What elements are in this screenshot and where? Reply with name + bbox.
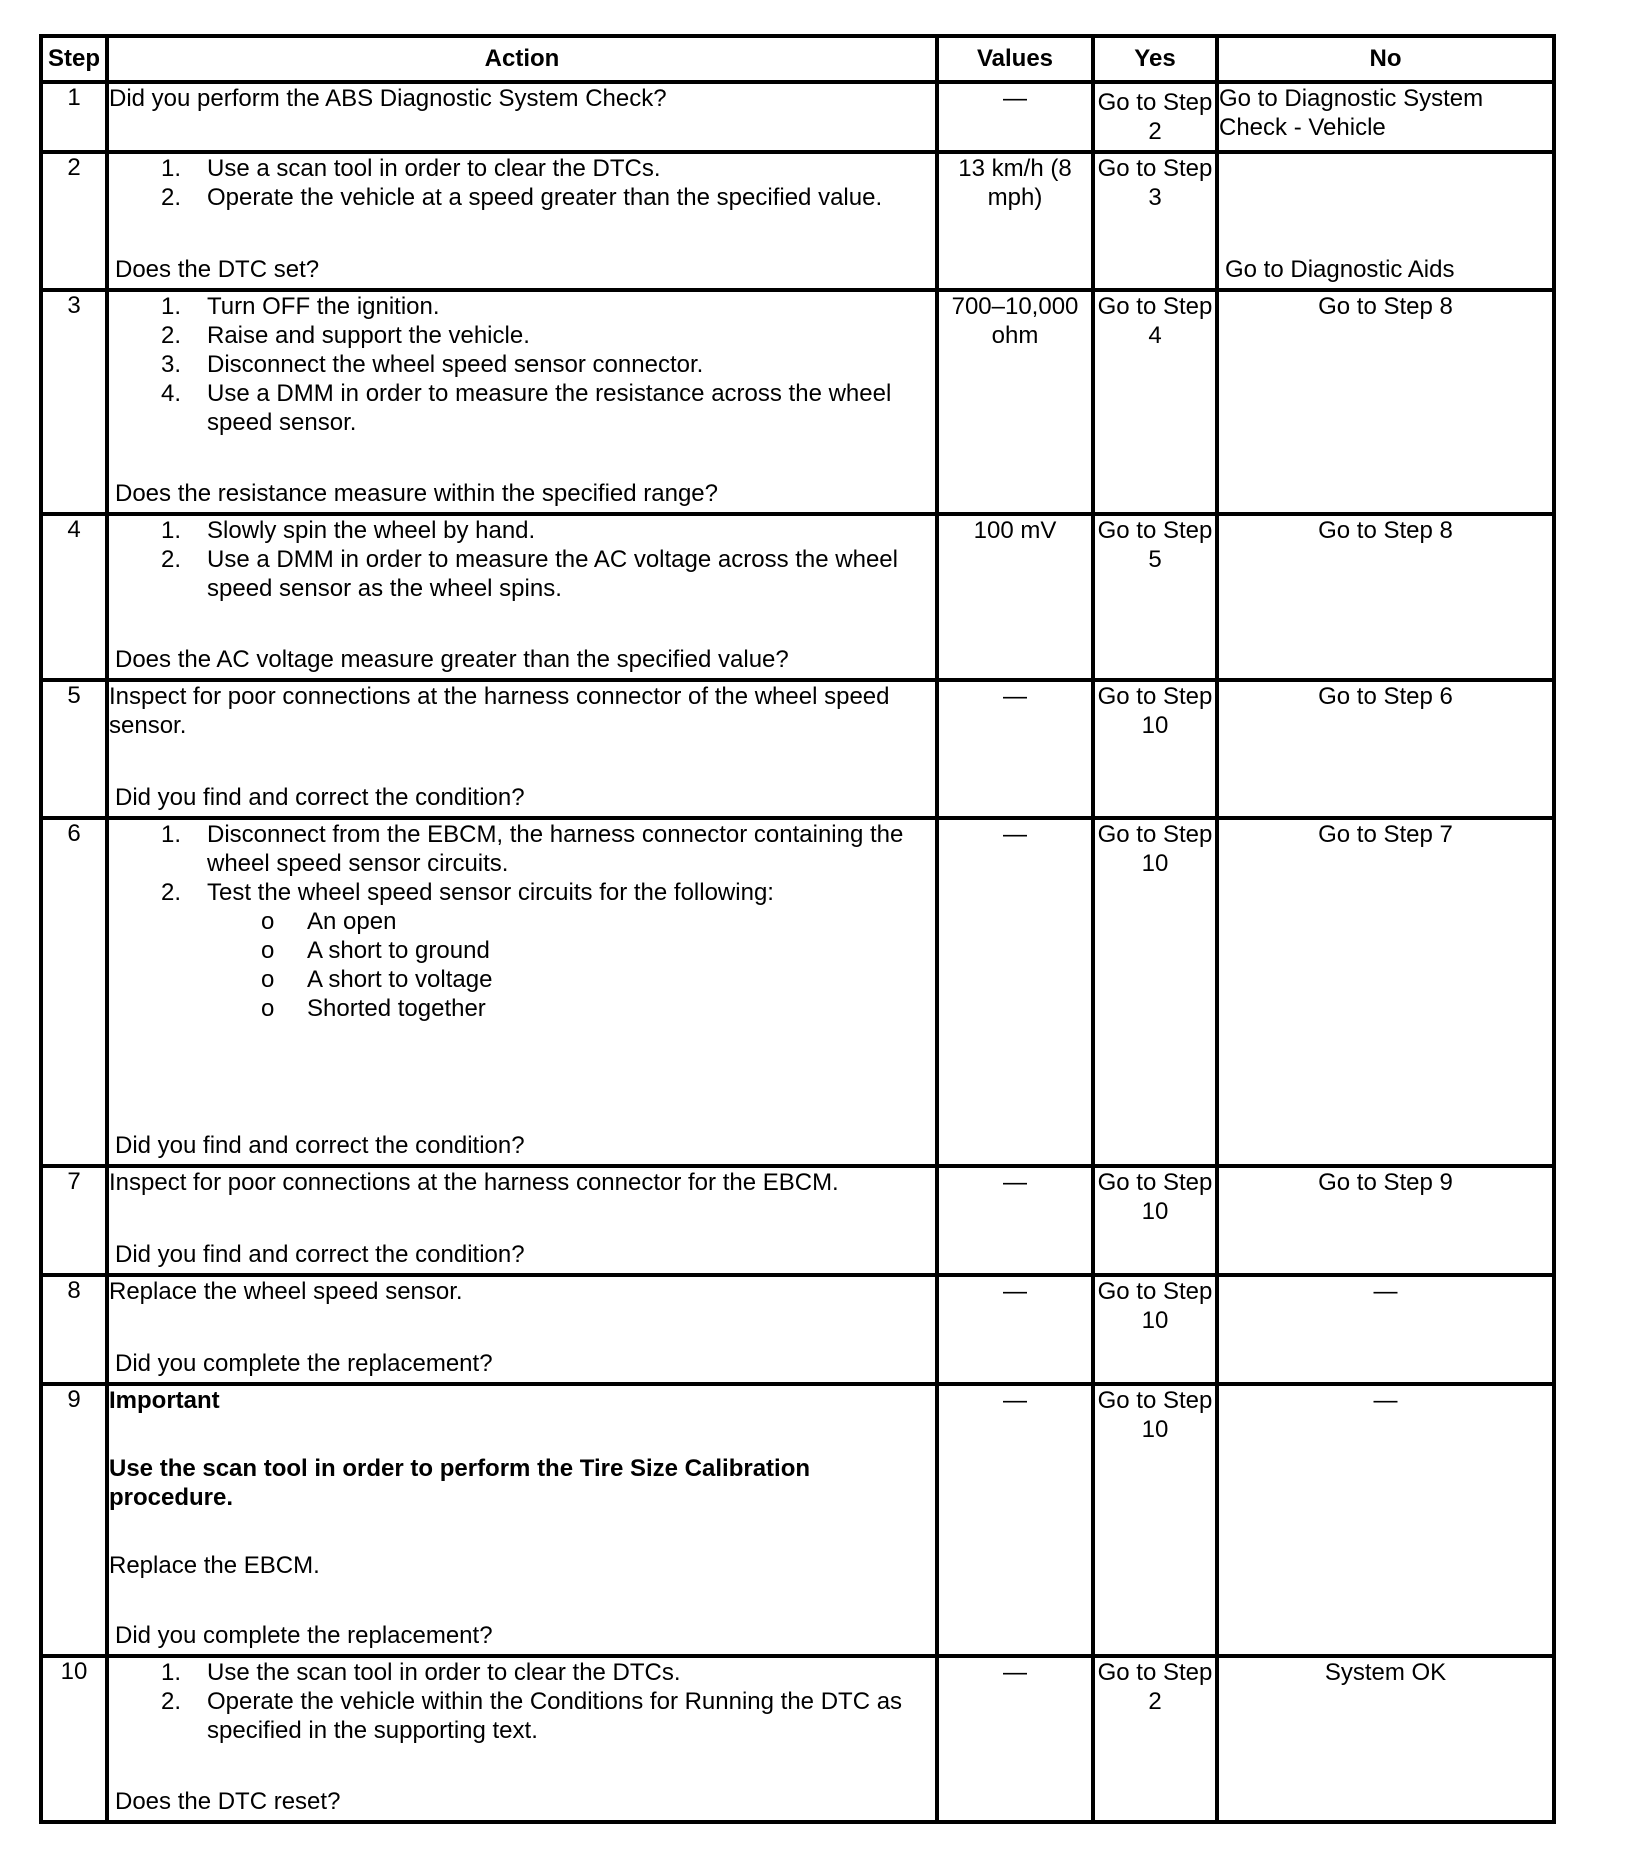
yes-cell: Go to Step 2 xyxy=(1093,82,1217,152)
action-cell xyxy=(107,514,937,680)
value-cell: — xyxy=(937,82,1093,152)
table-row xyxy=(41,1656,1554,1822)
list-item: Use a DMM in order to measure the resistance across the wheel speed sensor. xyxy=(207,380,892,436)
list-item: Operate the vehicle at a speed greater than the specified value. xyxy=(207,184,883,211)
action-cell xyxy=(107,1384,937,1656)
question-text: Does the resistance measure within the specified range? xyxy=(115,480,718,507)
step-number: 3 xyxy=(41,290,107,514)
important-label: Important xyxy=(109,1387,220,1414)
question-text: Did you complete the replacement? xyxy=(115,1622,493,1649)
no-cell: Go to Step 8 xyxy=(1217,290,1554,514)
header-row xyxy=(41,36,1554,82)
table-row xyxy=(41,152,1554,290)
no-cell: Go to Step 7 xyxy=(1217,818,1554,1166)
question-text: Did you find and correct the condition? xyxy=(115,1132,525,1159)
yes-cell: Go to Step 5 xyxy=(1093,514,1217,680)
step-number: 5 xyxy=(41,680,107,818)
step-list xyxy=(109,292,935,437)
value-cell: — xyxy=(937,818,1093,1166)
no-cell: Go to Diagnostic Aids xyxy=(1217,152,1554,290)
table-row xyxy=(41,514,1554,680)
yes-cell: Go to Step 10 xyxy=(1093,818,1217,1166)
value-cell: — xyxy=(937,1656,1093,1822)
list-item: Operate the vehicle within the Conditions for Running the DTC as specified in the supporting text. xyxy=(207,1688,903,1744)
step-number: 7 xyxy=(41,1166,107,1275)
value-cell: 700–10,000 ohm xyxy=(937,290,1093,514)
header-yes: Yes xyxy=(1093,36,1217,82)
sub-list-item: o A short to voltage xyxy=(307,965,935,994)
yes-cell: Go to Step 10 xyxy=(1093,1384,1217,1656)
list-item: Turn OFF the ignition. xyxy=(207,293,440,320)
list-item xyxy=(207,878,935,907)
sub-list-item: o Shorted together xyxy=(307,994,935,1023)
question-text: Did you complete the replacement? xyxy=(115,1350,493,1377)
step-list xyxy=(109,154,935,212)
action-cell xyxy=(107,82,937,152)
table-row xyxy=(41,82,1554,152)
step-number: 1 xyxy=(41,82,107,152)
step-number: 4 xyxy=(41,514,107,680)
list-item: Use the scan tool in order to clear the DTCs. xyxy=(207,1659,681,1686)
question-text: Did you find and correct the condition? xyxy=(115,784,525,811)
value-cell: 13 km/h (8 mph) xyxy=(937,152,1093,290)
value-cell: — xyxy=(937,1384,1093,1656)
table-row xyxy=(41,1275,1554,1384)
header-action: Action xyxy=(107,36,937,82)
table-row xyxy=(41,1384,1554,1656)
yes-cell: Go to Step 4 xyxy=(1093,290,1217,514)
question-text: Does the AC voltage measure greater than the specified value? xyxy=(115,646,789,673)
action-text: Inspect for poor connections at the harness connector for the EBCM. xyxy=(109,1169,839,1196)
list-item: Disconnect from the EBCM, the harness connector containing the wheel speed sensor circuits. xyxy=(207,821,904,877)
no-cell: — xyxy=(1217,1384,1554,1656)
action-cell xyxy=(107,818,937,1166)
value-cell: — xyxy=(937,1275,1093,1384)
yes-cell: Go to Step 10 xyxy=(1093,1275,1217,1384)
step-number: 9 xyxy=(41,1384,107,1656)
question-text: Does the DTC reset? xyxy=(115,1788,341,1815)
list-item: Slowly spin the wheel by hand. xyxy=(207,517,536,544)
yes-cell: Go to Step 10 xyxy=(1093,680,1217,818)
list-item: Use a scan tool in order to clear the DTCs. xyxy=(207,155,661,182)
table-row xyxy=(41,680,1554,818)
action-text: Inspect for poor connections at the harness connector of the wheel speed sensor. xyxy=(109,683,890,739)
action-cell xyxy=(107,680,937,818)
action-text: Replace the EBCM. xyxy=(109,1552,320,1579)
step-number: 8 xyxy=(41,1275,107,1384)
action-cell xyxy=(107,152,937,290)
step-number: 6 xyxy=(41,818,107,1166)
table-row xyxy=(41,818,1554,1166)
list-item: Disconnect the wheel speed sensor connector. xyxy=(207,351,704,378)
no-cell: Go to Step 9 xyxy=(1217,1166,1554,1275)
yes-cell: Go to Step 2 xyxy=(1093,1656,1217,1822)
diagnostic-table xyxy=(39,34,1556,1824)
yes-cell: Go to Step 10 xyxy=(1093,1166,1217,1275)
action-text: Replace the wheel speed sensor. xyxy=(109,1278,463,1305)
no-cell: System OK xyxy=(1217,1656,1554,1822)
sub-list-item: o An open xyxy=(307,907,935,936)
table-row xyxy=(41,1166,1554,1275)
list-item: Use a DMM in order to measure the AC voltage across the wheel speed sensor as the wheel spins. xyxy=(207,546,898,602)
step-list xyxy=(109,1658,935,1745)
no-cell: Go to Step 6 xyxy=(1217,680,1554,818)
step-number: 2 xyxy=(41,152,107,290)
header-no: No xyxy=(1217,36,1554,82)
question-text: Does the DTC set? xyxy=(115,256,320,283)
step-list xyxy=(109,516,935,603)
sub-list-item: o A short to ground xyxy=(307,936,935,965)
action-text: Did you perform the ABS Diagnostic System Check? xyxy=(109,85,667,112)
sub-list xyxy=(109,907,935,1023)
step-list xyxy=(109,820,935,907)
list-item-text: Test the wheel speed sensor circuits for the following: xyxy=(207,879,774,906)
action-cell xyxy=(107,1656,937,1822)
important-text: Use the scan tool in order to perform the Tire Size Calibration procedure. xyxy=(109,1455,811,1511)
action-cell xyxy=(107,1166,937,1275)
header-values: Values xyxy=(937,36,1093,82)
value-cell: 100 mV xyxy=(937,514,1093,680)
action-cell xyxy=(107,290,937,514)
list-item: Raise and support the vehicle. xyxy=(207,322,530,349)
no-cell: Go to Diagnostic System Check - Vehicle xyxy=(1217,82,1554,152)
question-text: Did you find and correct the condition? xyxy=(115,1241,525,1268)
value-cell: — xyxy=(937,680,1093,818)
step-number: 10 xyxy=(41,1656,107,1822)
value-cell: — xyxy=(937,1166,1093,1275)
no-cell: — xyxy=(1217,1275,1554,1384)
no-cell: Go to Step 8 xyxy=(1217,514,1554,680)
header-step: Step xyxy=(41,36,107,82)
action-cell xyxy=(107,1275,937,1384)
table-row xyxy=(41,290,1554,514)
yes-cell: Go to Step 3 xyxy=(1093,152,1217,290)
